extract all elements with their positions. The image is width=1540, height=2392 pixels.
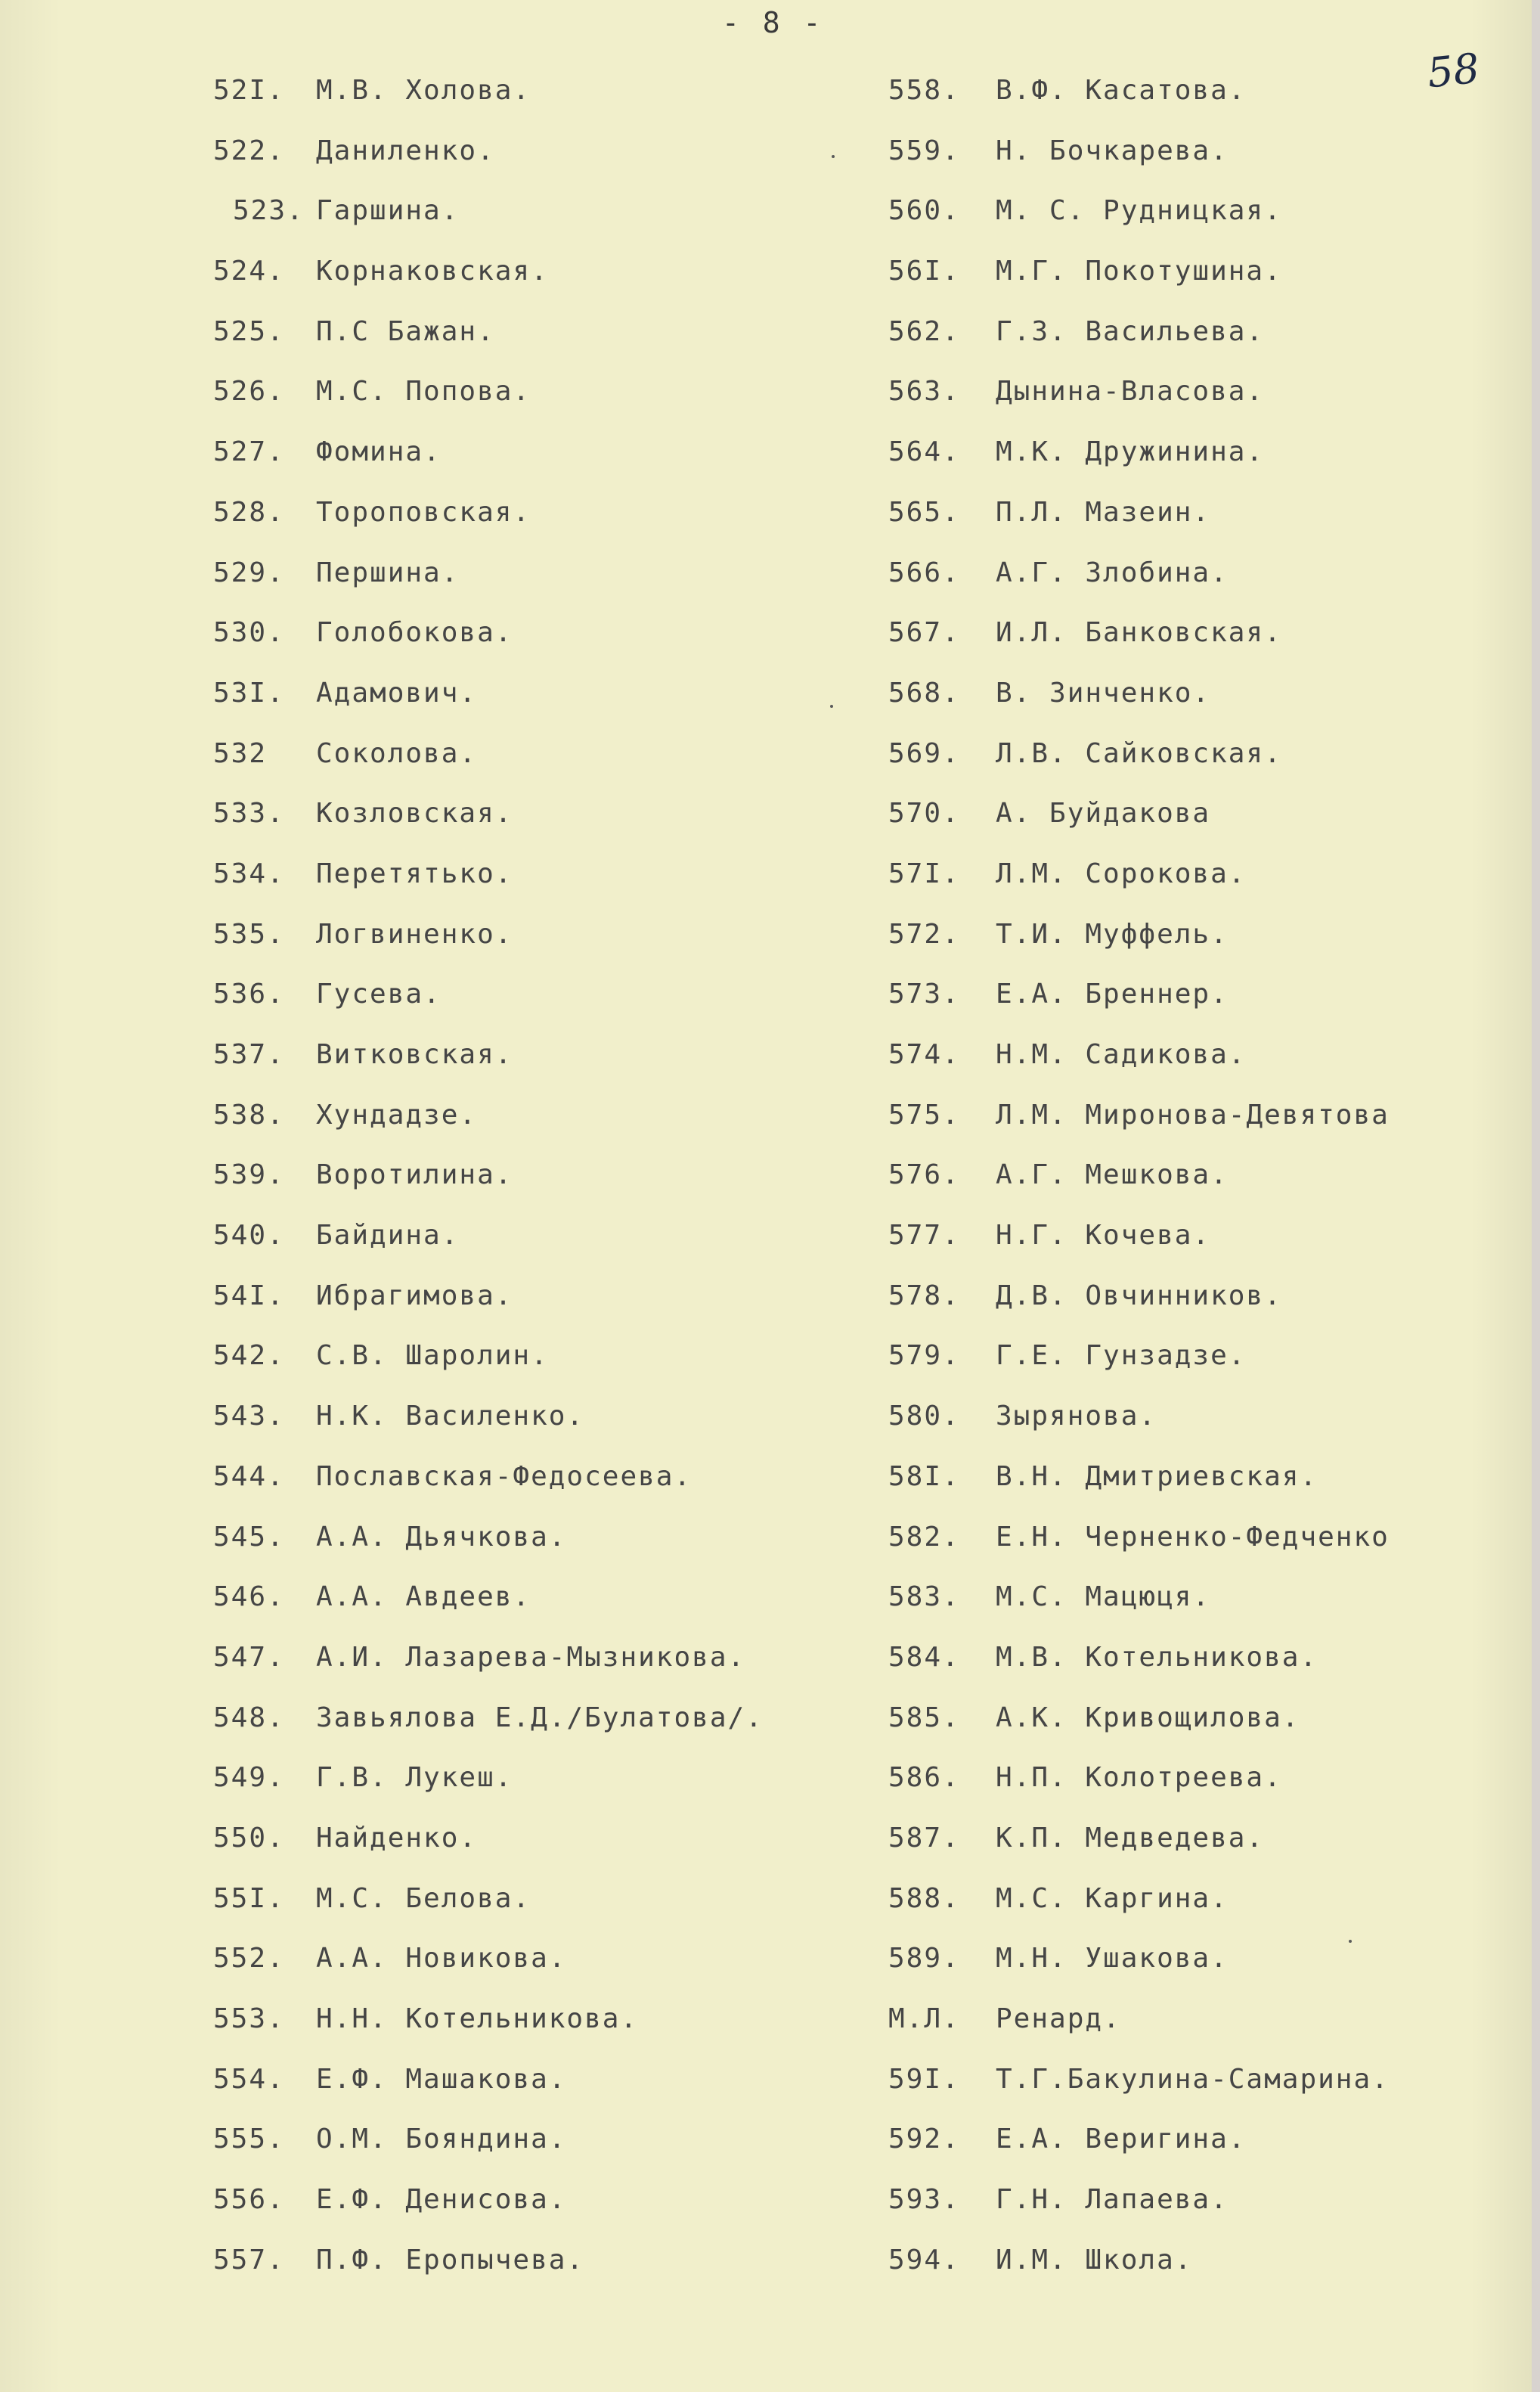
entry-name: Пославская-Федосеева. xyxy=(316,1460,693,1492)
list-entry-left xyxy=(213,904,764,965)
entry-number: 579. xyxy=(888,1340,960,1372)
list-entry-right xyxy=(888,2109,1390,2170)
entry-number: 553. xyxy=(213,2003,285,2034)
entry-name: Д.В. Овчинников. xyxy=(996,1280,1282,1311)
entry-name: Воротилина. xyxy=(316,1159,513,1191)
entry-name: А.И. Лазарева-Мызникова. xyxy=(316,1641,746,1673)
entry-name: Соколова. xyxy=(316,737,478,769)
entry-name: М.Г. Покотушина. xyxy=(996,256,1282,287)
list-entry-left xyxy=(213,1326,764,1386)
entry-number: 524. xyxy=(213,256,285,287)
list-entry-right xyxy=(888,302,1390,362)
entry-number: 522. xyxy=(213,135,285,166)
entry-name: Е.А. Бреннер. xyxy=(996,979,1229,1010)
entry-number: 528. xyxy=(213,496,285,528)
entry-name: Т.Г.Бакулина-Самарина. xyxy=(996,2063,1390,2095)
list-entry-left xyxy=(213,482,764,543)
entry-name: Байдина. xyxy=(316,1220,460,1252)
entry-number: 580. xyxy=(888,1401,960,1432)
list-entry-right xyxy=(888,1748,1390,1808)
entry-number: 567. xyxy=(888,617,960,649)
entry-number: 582. xyxy=(888,1521,960,1553)
entry-name: Н.К. Василенко. xyxy=(316,1401,585,1432)
list-entry-right xyxy=(888,482,1390,543)
entry-name: М.С. Попова. xyxy=(316,376,531,408)
list-entry-right xyxy=(888,1085,1390,1146)
entry-number: 570. xyxy=(888,798,960,830)
entry-name: Козловская. xyxy=(316,798,513,830)
entry-number: 550. xyxy=(213,1822,285,1854)
entry-name: Даниленко. xyxy=(316,135,495,166)
entry-name: Н. Бочкарева. xyxy=(996,135,1229,166)
entry-name: А.А. Авдеев. xyxy=(316,1581,531,1613)
entry-name: П.С Бажан. xyxy=(316,315,495,347)
entry-name: Фомина. xyxy=(316,436,442,468)
entry-number: 558. xyxy=(888,75,960,106)
list-entry-left xyxy=(213,783,764,844)
entry-name: С.В. Шаролин. xyxy=(316,1340,549,1372)
entry-number: 540. xyxy=(213,1220,285,1252)
ink-speck xyxy=(832,155,835,158)
entry-name: О.М. Бояндина. xyxy=(316,2124,567,2155)
ink-speck xyxy=(830,705,833,708)
entry-number: 562. xyxy=(888,315,960,347)
entry-name: М.Н. Ушакова. xyxy=(996,1943,1229,1975)
entry-name: Гаршина. xyxy=(316,195,460,227)
entry-name: Зырянова. xyxy=(996,1401,1157,1432)
entry-number: 584. xyxy=(888,1641,960,1673)
list-entry-left xyxy=(213,1567,764,1627)
entry-number: 560. xyxy=(888,195,960,227)
entry-number: 58I. xyxy=(888,1460,960,1492)
entry-number: 534. xyxy=(213,858,285,889)
entry-name: П.Л. Мазеин. xyxy=(996,496,1211,528)
entry-name: И.Л. Банковская. xyxy=(996,617,1282,649)
entry-number: 572. xyxy=(888,918,960,950)
list-entry-right xyxy=(888,904,1390,965)
entry-number: 583. xyxy=(888,1581,960,1613)
right-name-column xyxy=(888,60,1390,2290)
list-entry-right xyxy=(888,1447,1390,1507)
entry-number: 594. xyxy=(888,2244,960,2276)
entry-name: Голобокова. xyxy=(316,617,513,649)
entry-number: 559. xyxy=(888,135,960,166)
list-entry-right xyxy=(888,121,1390,181)
entry-name: Логвиненко. xyxy=(316,918,513,950)
list-entry-right xyxy=(888,603,1390,663)
entry-name: Витковская. xyxy=(316,1039,513,1070)
entry-name: Л.М. Сорокова. xyxy=(996,858,1247,889)
entry-name: Н.Г. Кочева. xyxy=(996,1220,1211,1252)
entry-name: Е.Ф. Денисова. xyxy=(316,2184,567,2216)
entry-number: 535. xyxy=(213,918,285,950)
entry-number: 573. xyxy=(888,979,960,1010)
entry-name: М.В. Котельникова. xyxy=(996,1641,1318,1673)
list-entry-right xyxy=(888,543,1390,603)
entry-number: 592. xyxy=(888,2124,960,2155)
entry-number: 552. xyxy=(213,1943,285,1975)
list-entry-right xyxy=(888,1989,1390,2049)
entry-number: 554. xyxy=(213,2063,285,2095)
entry-number: М.Л. xyxy=(888,2003,960,2034)
entry-name: Завьялова Е.Д./Булатова/. xyxy=(316,1702,764,1733)
entry-number: 543. xyxy=(213,1401,285,1432)
list-entry-right xyxy=(888,1507,1390,1568)
list-entry-right xyxy=(888,1386,1390,1447)
list-entry-right xyxy=(888,2170,1390,2230)
ink-speck xyxy=(1349,1940,1352,1943)
entry-number: 547. xyxy=(213,1641,285,1673)
left-name-column xyxy=(213,60,764,2290)
list-entry-left xyxy=(213,1386,764,1447)
entry-name: Е.А. Веригина. xyxy=(996,2124,1247,2155)
entry-name: Ибрагимова. xyxy=(316,1280,513,1311)
entry-name: Н.П. Колотреева. xyxy=(996,1762,1282,1794)
list-entry-left xyxy=(213,121,764,181)
list-entry-left xyxy=(213,1266,764,1326)
entry-number: 585. xyxy=(888,1702,960,1733)
entry-name: А.Г. Злобина. xyxy=(996,557,1229,588)
entry-name: П.Ф. Еропычева. xyxy=(316,2244,585,2276)
entry-number: 593. xyxy=(888,2184,960,2216)
entry-name: М.С. Белова. xyxy=(316,1882,531,1914)
list-entry-right xyxy=(888,2049,1390,2110)
list-entry-left xyxy=(213,1688,764,1748)
list-entry-right xyxy=(888,1928,1390,1989)
entry-number: 568. xyxy=(888,677,960,709)
entry-number: 564. xyxy=(888,436,960,468)
list-entry-left xyxy=(213,60,764,121)
entry-name: В. Зинченко. xyxy=(996,677,1211,709)
list-entry-right xyxy=(888,1326,1390,1386)
entry-name: Е.Н. Черненко-Федченко xyxy=(996,1521,1390,1553)
list-entry-right xyxy=(888,422,1390,482)
entry-number: 53I. xyxy=(213,677,285,709)
list-entry-left xyxy=(213,1507,764,1568)
list-entry-left xyxy=(213,543,764,603)
entry-name: Г.В. Лукеш. xyxy=(316,1762,513,1794)
list-entry-right xyxy=(888,844,1390,904)
list-entry-left xyxy=(213,603,764,663)
list-entry-left xyxy=(213,1145,764,1205)
entry-number: 589. xyxy=(888,1943,960,1975)
list-entry-right xyxy=(888,964,1390,1025)
page-number: - 8 - xyxy=(722,6,824,39)
entry-name: Т.И. Муффель. xyxy=(996,918,1229,950)
entry-number: 555. xyxy=(213,2124,285,2155)
list-entry-left xyxy=(213,2049,764,2110)
list-entry-left xyxy=(213,302,764,362)
list-entry-left xyxy=(213,1748,764,1808)
entry-number: 537. xyxy=(213,1039,285,1070)
entry-name: А.Г. Мешкова. xyxy=(996,1159,1229,1191)
list-entry-left xyxy=(213,1447,764,1507)
entry-name: Найденко. xyxy=(316,1822,478,1854)
list-entry-right xyxy=(888,1808,1390,1869)
entry-name: Л.М. Миронова-Девятова xyxy=(996,1099,1390,1131)
entry-name: Гусева. xyxy=(316,979,442,1010)
list-entry-right xyxy=(888,1567,1390,1627)
entry-name: Н.Н. Котельникова. xyxy=(316,2003,639,2034)
entry-number: 575. xyxy=(888,1099,960,1131)
entry-number: 52I. xyxy=(213,75,285,106)
list-entry-right xyxy=(888,1145,1390,1205)
entry-number: 576. xyxy=(888,1159,960,1191)
entry-number: 523. xyxy=(233,195,305,227)
entry-number: 565. xyxy=(888,496,960,528)
list-entry-left xyxy=(213,361,764,422)
list-entry-left xyxy=(213,2230,764,2291)
entry-number: 59I. xyxy=(888,2063,960,2095)
list-entry-right xyxy=(888,241,1390,302)
entry-number: 530. xyxy=(213,617,285,649)
entry-name: Хундадзе. xyxy=(316,1099,478,1131)
list-entry-right xyxy=(888,1869,1390,1929)
list-entry-left xyxy=(213,2170,764,2230)
entry-number: 569. xyxy=(888,737,960,769)
entry-name: А.А. Новикова. xyxy=(316,1943,567,1975)
entry-number: 587. xyxy=(888,1822,960,1854)
entry-number: 527. xyxy=(213,436,285,468)
entry-name: Ренард. xyxy=(996,2003,1121,2034)
list-entry-right xyxy=(888,1025,1390,1085)
entry-name: Л.В. Сайковская. xyxy=(996,737,1282,769)
list-entry-right xyxy=(888,663,1390,724)
list-entry-right xyxy=(888,60,1390,121)
entry-name: М.К. Дружинина. xyxy=(996,436,1265,468)
entry-number: 545. xyxy=(213,1521,285,1553)
entry-number: 57I. xyxy=(888,858,960,889)
entry-name: А.А. Дьячкова. xyxy=(316,1521,567,1553)
entry-number: 578. xyxy=(888,1280,960,1311)
list-entry-left xyxy=(213,2109,764,2170)
list-entry-left xyxy=(213,1808,764,1869)
entry-number: 556. xyxy=(213,2184,285,2216)
list-entry-right xyxy=(888,783,1390,844)
entry-number: 588. xyxy=(888,1882,960,1914)
list-entry-left xyxy=(213,1989,764,2049)
list-entry-left xyxy=(213,181,764,241)
entry-name: Дынина-Власова. xyxy=(996,376,1265,408)
entry-name: Перетятько. xyxy=(316,858,513,889)
entry-name: А. Буйдакова xyxy=(996,798,1211,830)
entry-number: 529. xyxy=(213,557,285,588)
entry-number: 566. xyxy=(888,557,960,588)
entry-number: 526. xyxy=(213,376,285,408)
entry-name: Г.З. Васильева. xyxy=(996,315,1265,347)
list-entry-left xyxy=(213,724,764,784)
list-entry-left xyxy=(213,1627,764,1688)
entry-number: 536. xyxy=(213,979,285,1010)
entry-name: К.П. Медведева. xyxy=(996,1822,1265,1854)
entry-name: Адамович. xyxy=(316,677,478,709)
entry-number: 54I. xyxy=(213,1280,285,1311)
list-entry-left xyxy=(213,422,764,482)
list-entry-left xyxy=(213,663,764,724)
list-entry-right xyxy=(888,361,1390,422)
entry-name: Е.Ф. Машакова. xyxy=(316,2063,567,2095)
list-entry-left xyxy=(213,1205,764,1266)
list-entry-right xyxy=(888,181,1390,241)
list-entry-left xyxy=(213,1085,764,1146)
entry-number: 532 xyxy=(213,737,268,769)
entry-number: 539. xyxy=(213,1159,285,1191)
entry-number: 548. xyxy=(213,1702,285,1733)
entry-name: М.С. Каргина. xyxy=(996,1882,1229,1914)
entry-number: 577. xyxy=(888,1220,960,1252)
entry-name: Н.М. Садикова. xyxy=(996,1039,1247,1070)
entry-name: В.Н. Дмитриевская. xyxy=(996,1460,1318,1492)
entry-number: 546. xyxy=(213,1581,285,1613)
entry-number: 563. xyxy=(888,376,960,408)
entry-number: 55I. xyxy=(213,1882,285,1914)
entry-name: Корнаковская. xyxy=(316,256,549,287)
list-entry-left xyxy=(213,1025,764,1085)
list-entry-left xyxy=(213,844,764,904)
entry-number: 544. xyxy=(213,1460,285,1492)
entry-number: 56I. xyxy=(888,256,960,287)
list-entry-left xyxy=(213,964,764,1025)
list-entry-right xyxy=(888,2230,1390,2291)
list-entry-right xyxy=(888,724,1390,784)
entry-name: Г.Н. Лапаева. xyxy=(996,2184,1229,2216)
entry-number: 549. xyxy=(213,1762,285,1794)
list-entry-right xyxy=(888,1627,1390,1688)
entry-name: Першина. xyxy=(316,557,460,588)
entry-number: 574. xyxy=(888,1039,960,1070)
list-entry-right xyxy=(888,1266,1390,1326)
entry-number: 586. xyxy=(888,1762,960,1794)
entry-name: Г.Е. Гунзадзе. xyxy=(996,1340,1247,1372)
entry-number: 538. xyxy=(213,1099,285,1131)
entry-number: 525. xyxy=(213,315,285,347)
entry-number: 533. xyxy=(213,798,285,830)
folio-number: 58 xyxy=(1424,44,1482,98)
list-entry-right xyxy=(888,1688,1390,1748)
list-entry-left xyxy=(213,241,764,302)
entry-name: В.Ф. Касатова. xyxy=(996,75,1247,106)
entry-name: Тороповская. xyxy=(316,496,531,528)
entry-name: И.М. Школа. xyxy=(996,2244,1193,2276)
list-entry-right xyxy=(888,1205,1390,1266)
entry-number: 542. xyxy=(213,1340,285,1372)
entry-name: М. С. Рудницкая. xyxy=(996,195,1282,227)
list-entry-left xyxy=(213,1869,764,1929)
list-entry-left xyxy=(213,1928,764,1989)
entry-name: М.С. Мацюця. xyxy=(996,1581,1211,1613)
entry-name: М.В. Холова. xyxy=(316,75,531,106)
entry-number: 557. xyxy=(213,2244,285,2276)
entry-name: А.К. Кривощилова. xyxy=(996,1702,1300,1733)
